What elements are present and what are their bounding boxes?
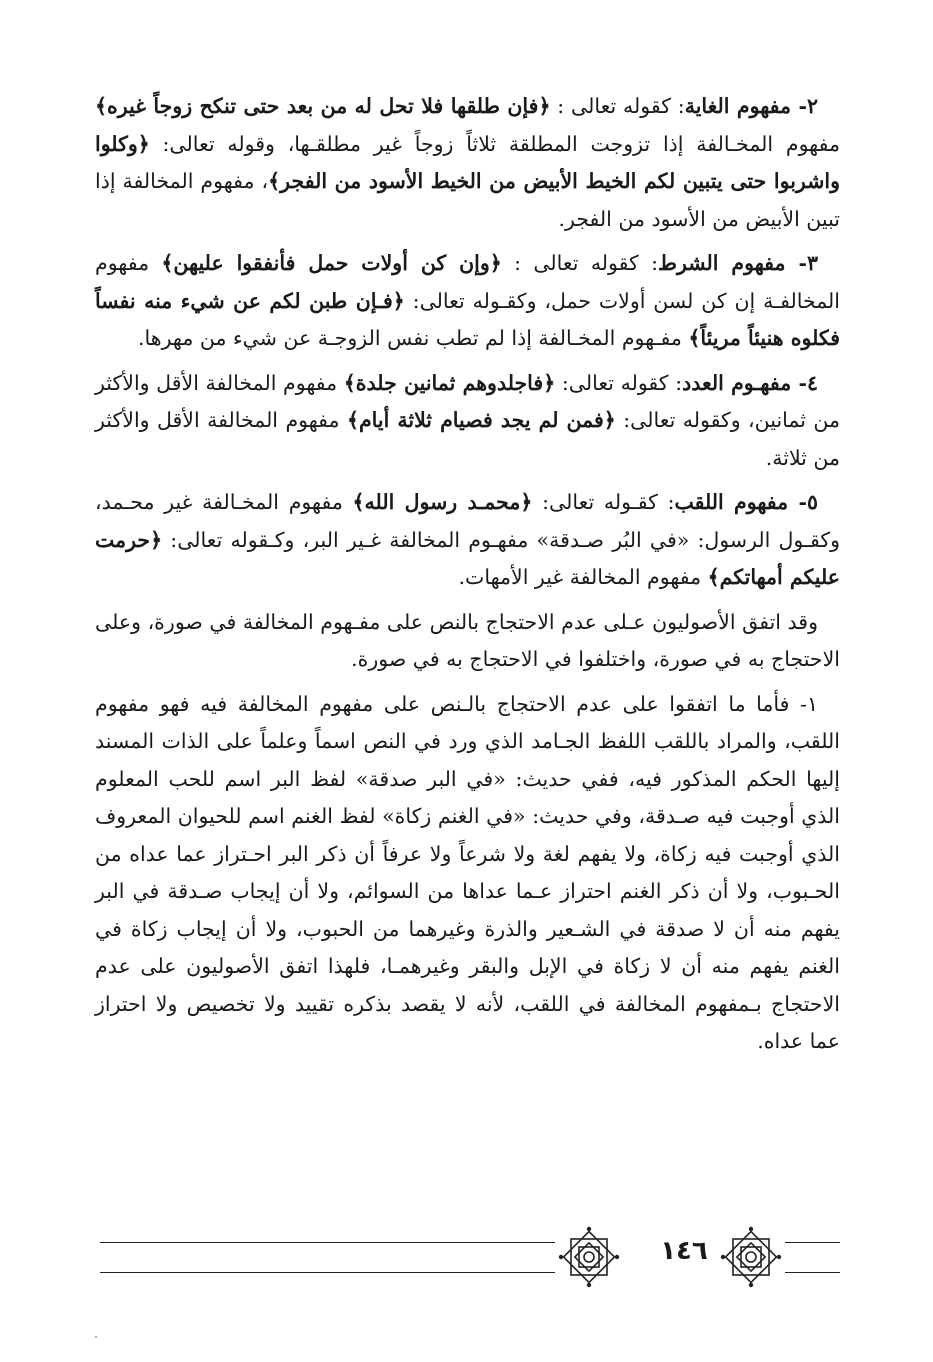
footer-rule-right-top [785, 1242, 840, 1243]
section-title: مفهـوم العدد [682, 370, 792, 395]
footer-rule-left-top [100, 1242, 555, 1243]
body-text: : كقوله تعالى: [555, 370, 683, 395]
body-text: ، مفهوم المخالفة إذا تبين الأبيض من الأسود من الفجر. [95, 169, 840, 231]
star-octagram-ornament-icon [558, 1226, 620, 1288]
page-footer [100, 1222, 840, 1292]
paragraph-concept-of-goal [95, 88, 840, 238]
page-body [95, 88, 840, 1068]
item-number: ٤- [791, 370, 818, 395]
body-text: : كقـوله تعالى: [532, 490, 675, 514]
section-title: مفهوم الشرط [658, 251, 786, 275]
paragraph-agreement-intro: وقد اتفق الأصوليون عـلى عدم الاحتجاج بالنص على مفـهوم المخالفة في صورة، وعلى الاحتجاج به في صورة، واختلفوا في الاحتجاج به في صورة. [95, 609, 840, 671]
item-number: ٣- [785, 251, 818, 275]
footer-rule-right-bottom [785, 1272, 840, 1273]
quran-verse: ﴿حرمت عليكم أمهاتكم﴾ [95, 527, 840, 589]
quran-verse: ﴿فمن لم يجد فصيام ثلاثة أيام﴾ [346, 408, 616, 432]
body-text: : كقوله تعالى : [550, 94, 685, 118]
body-text: مفهوم المخالفـة إن كن لسن أولات حمل، وكقـوله تعالى: [95, 251, 840, 313]
scan-speck [95, 1336, 97, 1338]
footer-rule-left-bottom [100, 1272, 555, 1273]
section-title: مفهوم الغاية [684, 94, 792, 118]
body-text: مفـهوم المخـالفة إذا لم تطب نفس الزوجـة عن شيء من مهرها. [138, 326, 689, 350]
body-text: مفهوم المخالفة الأقل والأكثر من ثلاثة. [95, 408, 840, 470]
quran-verse: ﴿محمـد رسول الله﴾ [352, 490, 533, 514]
quran-verse: ﴿فـإن طبن لكم عن شيء منه نفساً فكلوه هنيئاً مريئاً﴾ [95, 288, 840, 350]
item-number: ٥- [788, 490, 819, 514]
body-text: مفهوم المخالفة غير الأمهات. [458, 565, 708, 589]
item-number: ٢- [791, 94, 818, 118]
body-text: : كقوله تعالى : [501, 251, 658, 275]
paragraph-concept-of-number [95, 365, 840, 478]
quran-verse: ﴿وإن كن أولات حمل فأنفقوا عليهن﴾ [161, 251, 502, 275]
star-octagram-ornament-icon [720, 1226, 782, 1288]
body-text: مفهوم المخـالفة غير محـمد، وكقـول الرسول: «في البُر صـدقة» مفهـوم المخالفة غـير البر، وكـقوله تعالى: [95, 490, 840, 552]
paragraph-agreed-cases: ١- فأما ما اتفقوا على عدم الاحتجاج بالـنص على مفهوم المخالفة فيه فهو مفهوم اللقب، والمراد باللقب اللفظ الجـامد الذي ورد في النص اسماً وعلماً على الذات المسند إليها الحكم المذكور فيه، ففي حديث: «في البر صدقة» لفظ البر اسم للحب المعلوم الذي أوجبت فيه صـدقة، وفي حديث: «في الغنم زكاة» لفظ الغنم اسم للحيوان المعروف الذي أوجبت فيه زكاة، ولا يفهم لغة ولا شرعاً ولا عرفاً أن ذكر البر احـتراز عما عداه من الحـبوب، ولا أن ذكر الغنم احتراز عـما عداها من السوائم، ولا أن إيجاب صـدقة في البر يفهم منه أن لا صدقة في الشـعير والذرة وغيرهما من الحبوب، ولا أن إيجاب زكاة في الغنم يفهم منه أن لا زكاة في الإبل والبقر وغيرهمـا، فلهذا اتفق الأصوليون على عدم الاحتجاج بـمفهوم المخالفة في اللقب، لأنه لا يقصد بذكره تقييد ولا تخصيص ولا احتراز عما عداه. [95, 691, 840, 1053]
section-title: مفهوم اللقب [674, 490, 789, 514]
body-text: مفهوم المخالفة الأقل والأكثر من ثمانين، وكقوله تعالى: [95, 370, 840, 432]
body-text: مفهوم المخـالفة إذا تزوجت المطلقة ثلاثاً زوجاً غير مطلقـها، وقوله تعالى: [149, 131, 840, 156]
paragraph-concept-of-title [95, 484, 840, 597]
quran-verse: ﴿فإن طلقها فلا تحل له من بعد حتى تنكح زوجاً غيره﴾ [95, 94, 551, 118]
quran-verse: ﴿فاجلدوهم ثمانين جلدة﴾ [343, 370, 556, 395]
paragraph-concept-of-condition [95, 245, 840, 358]
quran-verse: ﴿وكلوا واشربوا حتى يتبين لكم الخيط الأبيض من الخيط الأسود من الفجر﴾ [95, 131, 840, 193]
page-number: ١٤٦ [660, 1236, 708, 1266]
